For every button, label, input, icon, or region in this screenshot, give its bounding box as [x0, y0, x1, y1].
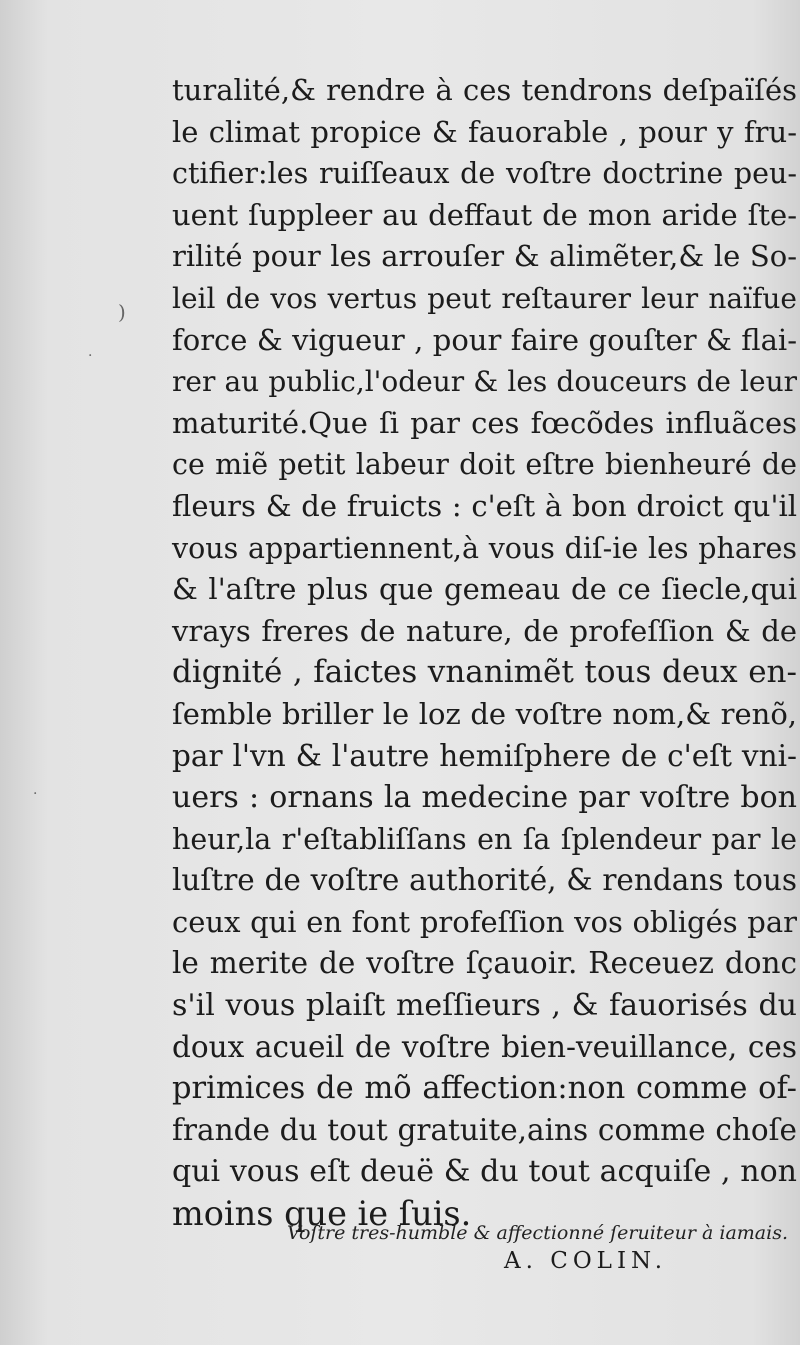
- text-line: ſemble briller le loz de voſtre nom,& renõ,: [172, 696, 797, 731]
- text-line: par l'vn & l'autre hemiſphere de c'eſt vni-: [172, 738, 797, 773]
- text-line: rer au public,l'odeur & les douceurs de leur: [172, 365, 797, 399]
- text-line: force & vigueur , pour faire gouſter & flai-: [172, 322, 797, 357]
- text-line: le climat propice & fauorable , pour y fru-: [172, 114, 797, 149]
- text-line: luſtre de voſtre authorité, & rendans tous: [172, 863, 797, 898]
- text-line: fleurs & de fruicts : c'eſt à bon droict qu'il: [172, 488, 797, 523]
- text-line: primices de mõ affection:non comme of-: [172, 1071, 797, 1107]
- text-line: heur,la r'eſtabliſſans en ſa ſplendeur par le: [172, 822, 797, 856]
- text-line: vrays freres de nature, de profeſſion & de: [172, 613, 797, 648]
- text-line: leil de vos vertus peut reſtaurer leur naïfue: [172, 281, 797, 315]
- text-line: doux acueil de voſtre bien-veuillance, ces: [172, 1029, 797, 1064]
- text-line: qui vous eſt deuë & du tout acquiſe , non: [172, 1154, 797, 1190]
- text-line: ce miẽ petit labeur doit eſtre bienheuré de: [172, 448, 797, 482]
- margin-speck: ·: [33, 786, 38, 802]
- text-line: le merite de voſtre ſçauoir. Receuez donc: [172, 946, 797, 981]
- margin-speck: ·: [88, 348, 93, 364]
- author-name: A. COLIN.: [504, 1248, 668, 1274]
- text-line: maturité.Que ſi par ces fœcõdes influãces: [172, 405, 797, 440]
- text-line: uers : ornans la medecine par voſtre bon: [172, 780, 797, 816]
- text-line: uent ſuppleer au deffaut de mon aride ſte-: [172, 197, 797, 232]
- text-line: dignité , faictes vnanimẽt tous deux en-: [172, 654, 797, 691]
- text-line: moins que ie ſuis.: [172, 1194, 472, 1234]
- margin-mark: ): [118, 300, 126, 324]
- text-line: rilité pour les arrouſer & alimẽter,& le So-: [172, 239, 797, 274]
- text-line: s'il vous plaiſt meſſieurs , & fauorisés du: [172, 988, 797, 1024]
- text-line: frande du tout gratuite,ains comme choſe: [172, 1112, 797, 1147]
- text-line: vous appartiennent,à vous diſ-ie les phares: [172, 531, 797, 565]
- text-line: & l'aſtre plus que gemeau de ce ſiecle,qui: [172, 572, 797, 607]
- signature-line: Voſtre tres-humble & affectionné ſeruiteur à iamais.: [286, 1222, 788, 1244]
- text-line: ctifier:les ruiſſeaux de voſtre doctrine peu-: [172, 157, 797, 191]
- dedication-text: [172, 70, 797, 1235]
- text-line: ceux qui en font profeſſion vos obligés par: [172, 904, 797, 939]
- text-line: turalité,& rendre à ces tendrons deſpaïſés: [172, 73, 797, 107]
